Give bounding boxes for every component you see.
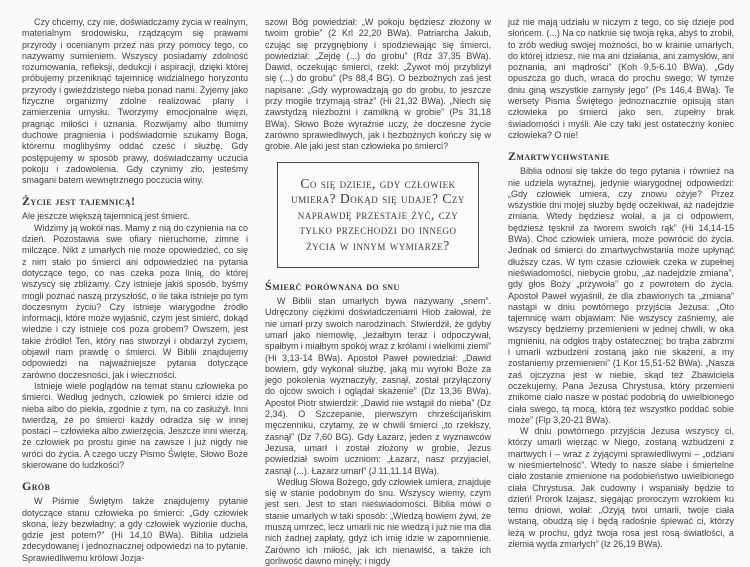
paragraph: Biblia odnosi się także do tego pytania i również na nie udziela wyraźnej, jedynie wiarygodnej odpowiedzi: „Gdy człowiek umiera, czy znowu ożyje? Przez wszystkie dni mojej służby będę oczekiwał, aż nadejdzie zmiana. Wtedy będziesz wołał, a ja ci odpowiem, będziesz tęsknił za tworem swoich rąk” (Hi 14,14-15 BWa). Choć człowiek umiera, może powrócić do życia. Jednak od śmierci do zmartwychwstania może upłynąć dłuższy czas. W tym czasie człowiek czeka w zupełnej nieświadomości, niebycie grobu, „aż nadejdzie zmiana”, gdy głos Boży „przywoła” go z powrotem do życia. Apostoł Paweł wyjaśnił, że dla zbawionych ta „zmiana” nastąpi w dniu powtórnego przyjścia Jezusa: „Oto tajemnicę wam objawiam: Nie wszyscy zaśniemy, ale wszyscy będziemy przemienieni w jednej chwili, w oka mgnieniu, na odgłos trąby ostatecznej; bo trąba zabrzmi i umarli wzbudzeni zostaną jako nie skażeni, a my zostaniemy przemienieni” (1 Kor 15,51-52 BWa). „Nasza zaś ojczyzna jest w niebie, skąd też Zbawiciela oczekujemy, Pana Jezusa Chrystusa, który przemieni znikome ciało nasze w postać podobną do uwielbionego ciała swego, tą mocą, którą też wszystko poddać sobie może” (Flp 3,20-21 BWa).	[508, 166, 734, 425]
paragraph: Ale jeszcze większą tajemnicą jest śmierć.	[22, 211, 191, 222]
paragraph: Widzimy ją wokół nas. Mamy z nią do czynienia na co dzień. Pozostawia swe ofiary nieruchome, zimne i milczące. Nikt z umarłych nie może opowiedzieć, co się z nim stało po śmierci ani odpowiedzieć na pytania dotyczące tego, co nas czeka poza linią, do której wszyscy się zbliżamy. Czy istnieje jakiś sposób, byśmy mogli poznać naszą przyszłość, o ile taka istnieje po tym doczesnym życiu? Czy istnieje wiarygodne źródło informacji, które może wyjaśnić, czym jest śmierć, dokąd wiedzie i czy istnieje coś poza grobem? Owszem, jest takie źródło! Ten, który nas stworzył i obdarzył życiem, objawił nam prawdę o śmierci. W Biblii znajdujemy odpowiedzi na najważniejsze pytania dotyczące zarówno doczesności, jak i wieczności.	[22, 222, 248, 380]
paragraph: W Biblii stan umarłych bywa nazywany „snem”. Udręczony ciężkimi doświadczeniami Hiob żałował, że nie umarł przy swoich narodzinach. Stwierdził, że gdyby umarł jako niemowlę, „leżałbym teraz i odpoczywał, spałbym i miałbym spokój wraz z królami i wielkimi ziemi” (Hi 3,13-14 BWa). Apostoł Paweł powiedział: „Dawid bowiem, gdy wykonał służbę, jaką mu wyroki Boże za jego pokolenia wyznaczyły, zasnął, został przyłączony do ojców swoich i oglądał skażenie” (Dz 13,36 BWa). Apostoł Piotr stwierdził: „Dawid nie wstąpił do nieba” (Dz 2,34). O Szczepanie, pierwszym chrześcijańskim męczenniku, czytamy, że w chwili śmierci „to rzekłszy, zasnął” (Dz 7,60 BG). Gdy Łazarz, jeden z wyznawców Jezusa, umarł i został złożony w grobie, Jezus powiedział swoim uczniom: „Łazarz, nasz przyjaciel, zasnął (...). Łazarz umarł” (J 11,11.14 BWa).	[265, 296, 491, 476]
question-box-text: Co się dzieje, gdy człowiek umiera? Dokąd się udaje? Czy naprawdę przestaje żyć, czy tylko przechodzi do innego życia w innym wymiarze?	[291, 175, 465, 253]
text-column-middle	[265, 17, 491, 566]
paragraph: W Piśmie Świętym także znajdujemy pytanie dotyczące stanu człowieka po śmierci: „Gdy człowiek skona, leży bezwładny; a gdy człowiek wyzionie ducha, gdzie jest potem?” (Hi 14,10 BWa). Biblia udziela zdecydowanej i jednoznacznej odpowiedzi na to pytanie. Sprawiedliwemu królowi Jozja-	[22, 496, 248, 563]
paragraph: Według Słowa Bożego, gdy człowiek umiera, znajduje się w stanie podobnym do snu. Wszyscy wiemy, czym jest sen. Jest to stan nieświadomości. Biblia mówi o stanie umarłych w taki sposób: „Wiedzą bowiem żywi, że muszą umrzeć, lecz umarli nic nie wiedzą i już nie ma dla nich żadnej zapłaty, gdyż ich imię idzie w zapomnienie. Zarówno ich miłość, jak ich nienawiść, a także ich gorliwość dawno minęły; i nigdy	[265, 476, 491, 566]
paragraph: Istnieje wiele poglądów na temat stanu człowieka po śmierci. Według jednych, człowiek po śmierci idzie od nieba albo do piekła, zgodnie z tym, na co zasłużył. Inni twierdzą, że po śmierci każdy odradza się w innej postaci – człowieka albo zwierzęcia. Jeszcze inni wierzą, że człowiek po prostu ginie na zawsze i już nigdy nie wróci do życia. A czego uczy Pismo Święte, Słowo Boże skierowane do ludzkości?	[22, 380, 248, 470]
section-heading-grave: Grób	[22, 479, 51, 494]
section-heading-death-compared-to-sleep: Śmierć porównana do snu	[265, 279, 400, 294]
text-column-left	[22, 17, 248, 563]
section-heading-life-is-a-mystery: Życie jest tajemnicą!	[22, 194, 136, 209]
paragraph: szowi Bóg powiedział: „W pokoju będziesz złożony w twoim grobie” (2 Krl 22,20 BWa). Patriarcha Jakub, czując się przygnębiony i spodziewając się śmierci, powiedział: „Zejdę (...) do grobu” (Rdz 37,35 BWa). Dawid, oczekując śmierci, rzekł: „Żywot mój przybliżył się (...) do grobu” (Ps 88,4 BG). O bezbożnych zaś jest napisane: „Gdy wyprowadzają go do grobu, to jeszcze przy mogile trzymają straż” (Hi 21,32 BWa). „Niech się zawstydzą niezbożni i zamilkną w grobie” (Ps 31,18 BWa). Słowo Boże wyraźnie uczy, że doczesne życie zarówno sprawiedliwych, jak i bezbożnych kończy się w grobie. Ale jaki jest stan człowieka po śmierci?	[265, 17, 491, 152]
question-box	[277, 162, 479, 269]
paragraph: już nie mają udziału w niczym z tego, co się dzieje pod słońcem. (...) Na co natknie się twoja ręka, abyś to zrobił, to zrób według swojej możności, bo w krainie umarłych, do której idziesz, nie ma ani działania, ani zamysłów, ani poznania, ani mądrości” (Koh 9,5-6.10 BWa). „Gdy opuszcza go duch, wraca do prochu swego; W tymże dniu giną wszystkie zamysły jego” (Ps 146,4 BWa). Te wersety Pisma Świętego jednoznacznie opisują stan człowieka po śmierci jako sen, zupełny brak świadomości i myśli. Ale czy taki jest ostateczny koniec człowieka? O nie!	[508, 17, 734, 140]
section-heading-resurrection: Zmartwychwstanie	[508, 149, 610, 164]
text-column-right	[508, 17, 734, 550]
paragraph: Czy chcemy, czy nie, doświadczamy życia w realnym, materialnym środowisku, rządzącym się prawami przyrody i ocenianym przez nas przy pomocy tego, co nazywamy sumieniem. Wszyscy posiadamy zdolność rozumowania, refleksji, dedukcji i aspiracji, dzięki której próbujemy przeniknąć tajemnicę widzialnego horyzontu przyrody i gwieździstego nieba ponad nami. Żyjemy jako fizyczne organizmy zdolne realizować plany i zamierzenia umysłu. Tworzymy emocjonalne więzi, pragnąc miłości i uznania. Rozwijamy albo tłumimy duchowe pragnienia i podświadomie szukamy Boga, któremu moglibyśmy oddać cześć i służbę. Gdy postępujemy w sposób prawy, doświadczamy uczucia pokoju i zadowolenia. Gdy czynimy zło, jesteśmy smagani batem wewnętrznego poczucia winy.	[22, 17, 248, 186]
paragraph: W dniu powtórnego przyjścia Jezusa wszyscy ci, którzy umarli wierząc w Niego, zostaną wzbudzeni z martwych i – wraz z żyjącymi sprawiedliwymi – „odziani w nieśmiertelność”. Wtedy to nasze słabe i śmiertelne ciało zostanie zmienione na podobieństwo uwielbionego ciała Chrystusa. Jak cudowny i wspaniały będzie to dzień! Prorok Izajasz, sięgając proroczym wzrokiem ku temu dniowi, wołał: „Ożyją twoi umarli, twoje ciała wstaną, obudzą się i będą radośnie śpiewać ci, którzy leżą w prochu, gdyż twoja rosa jest rosą światłości, a ziemia wyda zmarłych” (Iz 26,19 BWa).	[508, 426, 734, 550]
